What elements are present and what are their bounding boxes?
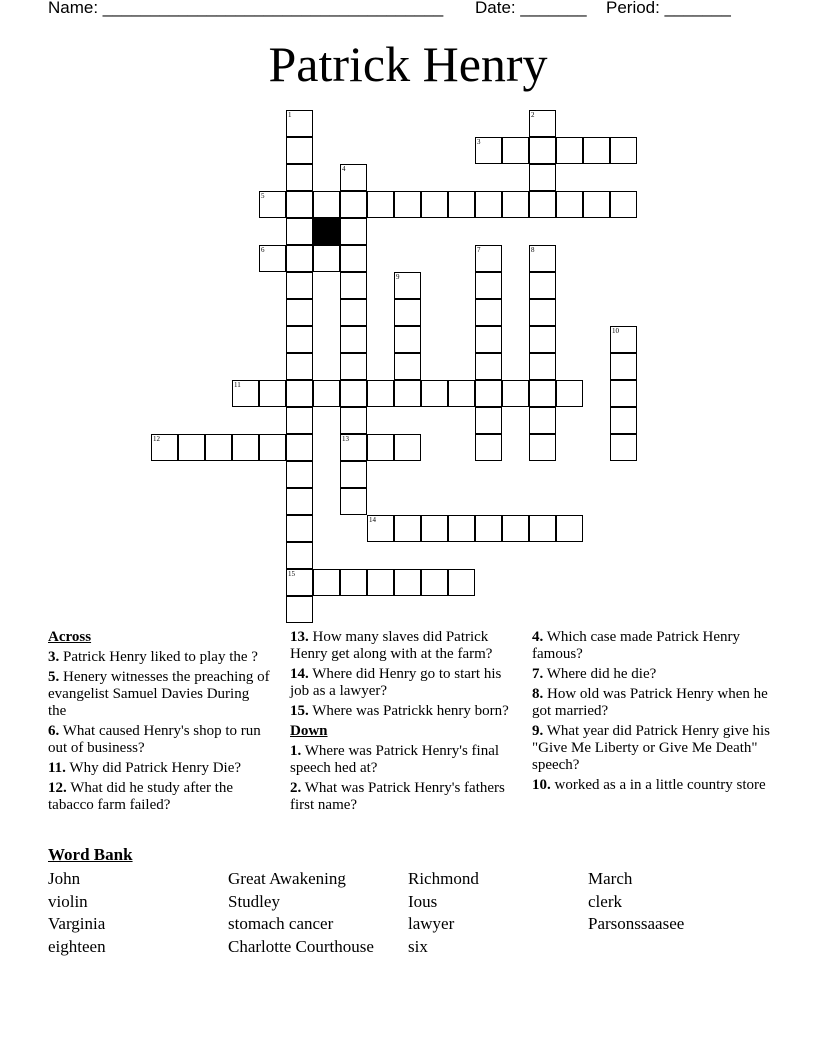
grid-cell[interactable] (232, 434, 259, 461)
grid-cell[interactable] (475, 434, 502, 461)
word-bank-title: Word Bank (48, 845, 133, 864)
grid-cell[interactable] (313, 569, 340, 596)
clue-number: 12 (153, 435, 160, 443)
grid-cell[interactable] (583, 191, 610, 218)
grid-cell[interactable] (232, 380, 259, 407)
down-clue-1 (290, 743, 520, 777)
clue-number-label: 4. (532, 629, 544, 645)
down-heading: Down (290, 723, 328, 739)
word-bank-item: Great Awakening (228, 869, 346, 888)
grid-cell[interactable] (286, 380, 313, 407)
clue-text: Where was Patrickk henry born? (308, 703, 509, 719)
grid-cell[interactable] (475, 137, 502, 164)
grid-cell[interactable] (313, 191, 340, 218)
grid-cell[interactable] (340, 434, 367, 461)
grid-cell[interactable] (178, 434, 205, 461)
grid-cell[interactable] (286, 515, 313, 542)
grid-cell[interactable] (529, 110, 556, 137)
clue-number-label: 9. (532, 723, 544, 739)
grid-cell[interactable] (529, 326, 556, 353)
word-bank-item: Varginia (48, 914, 106, 933)
clue-text: Why did Patrick Henry Die? (65, 760, 242, 776)
grid-cell[interactable] (502, 515, 529, 542)
clue-text: What year did Patrick Henry give his "Give Me Liberty or Give Me Death" speech? (532, 723, 770, 773)
clue-number: 7 (477, 246, 481, 254)
clue-number-label: 14. (290, 666, 309, 682)
grid-cell[interactable] (286, 191, 313, 218)
grid-cell[interactable] (502, 137, 529, 164)
grid-cell[interactable] (448, 515, 475, 542)
down-clue-10 (532, 777, 772, 794)
clue-number-label: 13. (290, 629, 309, 645)
grid-cell[interactable] (340, 191, 367, 218)
word-bank-item: six (408, 936, 428, 956)
clue-number-label: 3. (48, 649, 60, 665)
grid-cell[interactable] (286, 272, 313, 299)
down-clue-8 (532, 686, 772, 720)
grid-cell[interactable] (475, 353, 502, 380)
clues-column-1 (48, 629, 270, 817)
grid-cell[interactable] (529, 272, 556, 299)
across-heading: Across (48, 629, 92, 645)
name-field[interactable]: Name: ____________________________________ (48, 0, 444, 17)
clue-number-label: 8. (532, 686, 544, 702)
clue-number: 11 (234, 381, 241, 389)
word-bank-item: clerk (588, 891, 622, 911)
grid-cell[interactable] (475, 191, 502, 218)
word-bank-item: John (48, 869, 81, 888)
across-clue-3 (48, 649, 270, 666)
clue-text: What did he study after the tabacco farm failed? (48, 780, 234, 813)
grid-cell[interactable] (583, 137, 610, 164)
grid-cell[interactable] (556, 137, 583, 164)
clues-column-2 (290, 629, 520, 817)
period-field[interactable]: Period: _______ (606, 0, 731, 17)
grid-cell[interactable] (286, 596, 313, 623)
clue-number: 6 (261, 246, 265, 254)
word-bank-item: Charlotte Courthouse (228, 936, 374, 956)
grid-cell[interactable] (340, 569, 367, 596)
grid-cell[interactable] (286, 326, 313, 353)
clue-number-label: 12. (48, 780, 67, 796)
grid-cell[interactable] (529, 137, 556, 164)
page-title: Patrick Henry (268, 36, 548, 92)
clue-number-label: 5. (48, 669, 60, 685)
clue-text: Which case made Patrick Henry famous? (532, 629, 740, 662)
grid-cell[interactable] (556, 515, 583, 542)
grid-cell[interactable] (286, 218, 313, 245)
word-bank-item: Studley (228, 891, 280, 911)
clue-text: Where was Patrick Henry's final speech hed at? (290, 743, 500, 776)
down-clue-4 (532, 629, 772, 663)
word-bank-item: violin (48, 891, 88, 911)
grid-cell[interactable] (394, 326, 421, 353)
grid-cell[interactable] (529, 380, 556, 407)
clue-number-label: 6. (48, 723, 60, 739)
grid-cell[interactable] (529, 299, 556, 326)
clue-text: What was Patrick Henry's fathers first name? (290, 780, 505, 813)
grid-cell[interactable] (205, 434, 232, 461)
grid-cell[interactable] (610, 326, 637, 353)
clue-number: 3 (477, 138, 481, 146)
grid-cell[interactable] (259, 434, 286, 461)
grid-cell[interactable] (610, 380, 637, 407)
word-bank-item: March (588, 869, 633, 888)
grid-cell[interactable] (340, 164, 367, 191)
grid-cell[interactable] (502, 191, 529, 218)
grid-cell[interactable] (394, 272, 421, 299)
across-clue-13 (290, 629, 520, 663)
clue-text: worked as a in a little country store (550, 777, 766, 793)
clue-number-label: 15. (290, 703, 309, 719)
down-clue-9 (532, 723, 772, 774)
grid-cell[interactable] (610, 434, 637, 461)
grid-cell[interactable] (367, 434, 394, 461)
grid-cell[interactable] (367, 569, 394, 596)
grid-cell[interactable] (475, 380, 502, 407)
word-bank-item: Ious (408, 891, 438, 911)
grid-cell[interactable] (340, 488, 367, 515)
grid-cell[interactable] (556, 380, 583, 407)
word-bank-item: Richmond (408, 869, 479, 888)
grid-cell[interactable] (286, 137, 313, 164)
grid-cell[interactable] (286, 542, 313, 569)
clue-text: Where did he die? (543, 666, 657, 682)
clue-text: Where did Henry go to start his job as a lawyer? (290, 666, 502, 699)
grid-cell[interactable] (610, 407, 637, 434)
clue-number-label: 10. (532, 777, 551, 793)
grid-cell[interactable] (340, 326, 367, 353)
grid-cell[interactable] (529, 407, 556, 434)
grid-cell[interactable] (286, 407, 313, 434)
grid-cell[interactable] (529, 164, 556, 191)
grid-cell[interactable] (286, 434, 313, 461)
grid-cell[interactable] (313, 245, 340, 272)
clue-number: 1 (288, 111, 292, 119)
grid-cell[interactable] (421, 380, 448, 407)
clue-text: How many slaves did Patrick Henry get along with at the farm? (290, 629, 493, 662)
grid-cell[interactable] (394, 191, 421, 218)
grid-cell[interactable] (448, 380, 475, 407)
grid-cell[interactable] (340, 380, 367, 407)
grid-cell[interactable] (286, 488, 313, 515)
clue-number: 14 (369, 516, 376, 524)
down-clue-7 (532, 666, 772, 683)
grid-cell[interactable] (421, 515, 448, 542)
across-clue-6 (48, 723, 270, 757)
clue-text: Henery witnesses the preaching of evangelist Samuel Davies During the (48, 669, 270, 719)
across-clue-5 (48, 669, 270, 720)
down-clue-2 (290, 780, 520, 814)
clue-number: 15 (288, 570, 295, 578)
grid-cell[interactable] (394, 515, 421, 542)
clue-number: 5 (261, 192, 265, 200)
grid-cell[interactable] (286, 164, 313, 191)
grid-cell[interactable] (340, 353, 367, 380)
clues-column-3 (532, 629, 772, 797)
clue-text: What caused Henry's shop to run out of business? (48, 723, 261, 756)
grid-cell[interactable] (529, 434, 556, 461)
grid-cell[interactable] (151, 434, 178, 461)
clue-number-label: 11. (48, 760, 66, 776)
clue-number-label: 7. (532, 666, 544, 682)
grid-cell[interactable] (394, 299, 421, 326)
grid-cell[interactable] (313, 380, 340, 407)
grid-cell[interactable] (259, 245, 286, 272)
grid-cell[interactable] (286, 353, 313, 380)
clue-number: 10 (612, 327, 619, 335)
word-bank-item: stomach cancer (228, 914, 334, 933)
grid-cell[interactable] (340, 218, 367, 245)
grid-cell[interactable] (475, 245, 502, 272)
grid-cell[interactable] (421, 191, 448, 218)
word-bank-item: eighteen (48, 936, 106, 956)
grid-cell[interactable] (475, 407, 502, 434)
grid-cell[interactable] (367, 380, 394, 407)
grid-cell[interactable] (394, 380, 421, 407)
grid-cell[interactable] (556, 191, 583, 218)
grid-cell[interactable] (286, 245, 313, 272)
grid-cell[interactable] (286, 110, 313, 137)
grid-cell[interactable] (529, 515, 556, 542)
grid-cell[interactable] (610, 137, 637, 164)
clue-number-label: 1. (290, 743, 302, 759)
word-bank-item: lawyer (408, 914, 455, 933)
grid-cell[interactable] (475, 515, 502, 542)
grid-cell[interactable] (394, 353, 421, 380)
clue-text: Patrick Henry liked to play the ? (59, 649, 258, 665)
grid-cell[interactable] (610, 353, 637, 380)
grid-cell[interactable] (340, 245, 367, 272)
grid-cell[interactable] (259, 380, 286, 407)
grid-cell[interactable] (448, 191, 475, 218)
grid-cell[interactable] (340, 299, 367, 326)
grid-cell[interactable] (502, 380, 529, 407)
grid-cell[interactable] (529, 245, 556, 272)
across-clue-11 (48, 760, 270, 777)
grid-cell[interactable] (394, 569, 421, 596)
grid-cell[interactable] (394, 434, 421, 461)
grid-cell[interactable] (367, 191, 394, 218)
clue-number-label: 2. (290, 780, 302, 796)
across-clue-15 (290, 703, 520, 720)
clue-number: 9 (396, 273, 400, 281)
grid-cell[interactable] (475, 272, 502, 299)
grid-cell[interactable] (529, 191, 556, 218)
grid-cell[interactable] (475, 299, 502, 326)
clue-number: 13 (342, 435, 349, 443)
grid-cell[interactable] (529, 353, 556, 380)
word-bank (48, 868, 768, 958)
across-clue-14 (290, 666, 520, 700)
grid-cell[interactable] (286, 299, 313, 326)
clue-text: How old was Patrick Henry when he got married? (532, 686, 768, 719)
grid-cell[interactable] (286, 461, 313, 488)
word-bank-item: Parsonssaasee (588, 914, 685, 933)
date-field[interactable]: Date: _______ (475, 0, 587, 17)
grid-cell[interactable] (259, 191, 286, 218)
grid-cell[interactable] (475, 326, 502, 353)
grid-cell[interactable] (448, 569, 475, 596)
clue-number: 8 (531, 246, 535, 254)
grid-cell[interactable] (610, 191, 637, 218)
black-cell (313, 218, 340, 245)
grid-cell[interactable] (340, 272, 367, 299)
clue-number: 2 (531, 111, 535, 119)
grid-cell[interactable] (340, 407, 367, 434)
grid-cell[interactable] (340, 461, 367, 488)
clue-number: 4 (342, 165, 346, 173)
across-clue-12 (48, 780, 270, 814)
grid-cell[interactable] (421, 569, 448, 596)
grid-cell[interactable] (286, 569, 313, 596)
grid-cell[interactable] (367, 515, 394, 542)
